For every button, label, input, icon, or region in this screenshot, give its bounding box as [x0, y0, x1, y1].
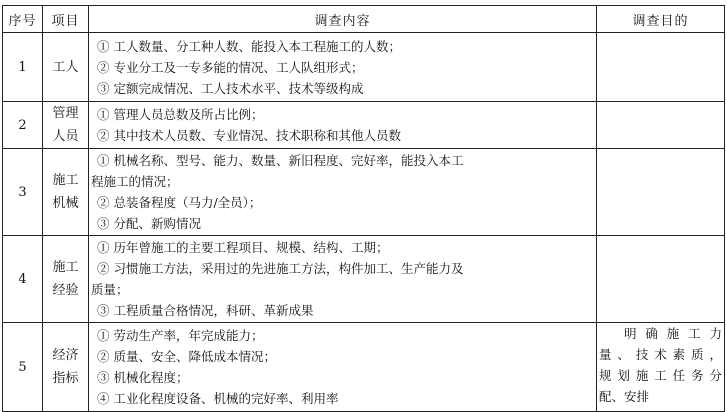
row-number: 2 — [3, 102, 43, 149]
table-row — [3, 102, 725, 149]
purpose-text-block — [599, 323, 722, 407]
row-number: 4 — [3, 236, 43, 323]
content-line: ① 劳动生产率，年完成能力； — [97, 328, 264, 343]
content-line: ③ 定额完成情况、工人技术水平、技术等级构成 — [97, 80, 364, 96]
row-item — [43, 102, 89, 149]
row-number: 5 — [3, 323, 43, 412]
header-item: 项目 — [43, 6, 89, 33]
row-number: 1 — [3, 33, 43, 102]
content-line: ② 其中技术人员数、专业情况、技术职称和其他人员数 — [97, 128, 401, 143]
purpose-line: 量、技术素质， — [599, 347, 722, 362]
table-row — [3, 33, 725, 102]
row-purpose — [597, 236, 725, 323]
survey-table-container — [2, 5, 725, 412]
row-purpose — [597, 33, 725, 102]
content-line: ③ 分配、新购情况 — [97, 216, 201, 231]
content-line: ① 机械名称、型号、能力、数量、新旧程度、完好率，能投入本工 — [97, 153, 464, 168]
header-content: 调查内容 — [89, 6, 597, 33]
content-line: ② 专业分工及一专多能的情况、工人队组形式； — [97, 59, 364, 75]
purpose-line: 明确施工力 — [624, 326, 722, 341]
row-item — [43, 323, 89, 412]
content-line: ① 管理人员总数及所占比例； — [97, 107, 264, 122]
content-line: ④ 工业化程度设备、机械的完好率、利用率 — [97, 391, 339, 406]
content-line: 程施工的情况； — [91, 174, 179, 189]
purpose-line: 规划施工任务分 — [599, 368, 722, 383]
content-line: ② 习惯施工方法，采用过的先进施工方法，构件加工、生产能力及 — [97, 261, 464, 276]
row-content — [89, 323, 597, 412]
table-row — [3, 323, 725, 412]
table-row — [3, 149, 725, 236]
survey-table — [2, 5, 725, 412]
row-purpose — [597, 323, 725, 412]
row-item-label: 施工机械 — [52, 173, 79, 211]
row-item — [43, 149, 89, 236]
content-line: ③ 机械化程度； — [97, 370, 189, 385]
content-line: ② 质量、安全、降低成本情况； — [97, 349, 276, 364]
row-number: 3 — [3, 149, 43, 236]
row-purpose — [597, 102, 725, 149]
content-line: ① 历年曾施工的主要工程项目、规模、结构、工期； — [97, 240, 389, 255]
header-no: 序号 — [3, 6, 43, 33]
row-item — [43, 236, 89, 323]
table-header-row — [3, 6, 725, 33]
row-item-label: 施工经验 — [52, 260, 79, 298]
content-line: ① 工人数量、分工种人数、能投入本工程施工的人数； — [97, 38, 401, 54]
content-line: ② 总装备程度（马力/全员）； — [97, 195, 262, 210]
table-row — [3, 236, 725, 323]
purpose-line: 配、安排 — [599, 389, 650, 404]
content-line: ③ 工程质量合格情况，科研、革新成果 — [97, 303, 314, 318]
row-item — [43, 33, 89, 102]
row-item-label: 工人 — [52, 59, 79, 75]
row-item-label: 管理人员 — [52, 106, 79, 144]
row-content — [89, 236, 597, 323]
row-content — [89, 33, 597, 102]
row-content — [89, 149, 597, 236]
row-content — [89, 102, 597, 149]
row-item-label: 经济指标 — [52, 348, 79, 386]
content-line: 质量； — [91, 282, 129, 297]
header-purpose: 调查目的 — [597, 6, 725, 33]
row-purpose — [597, 149, 725, 236]
